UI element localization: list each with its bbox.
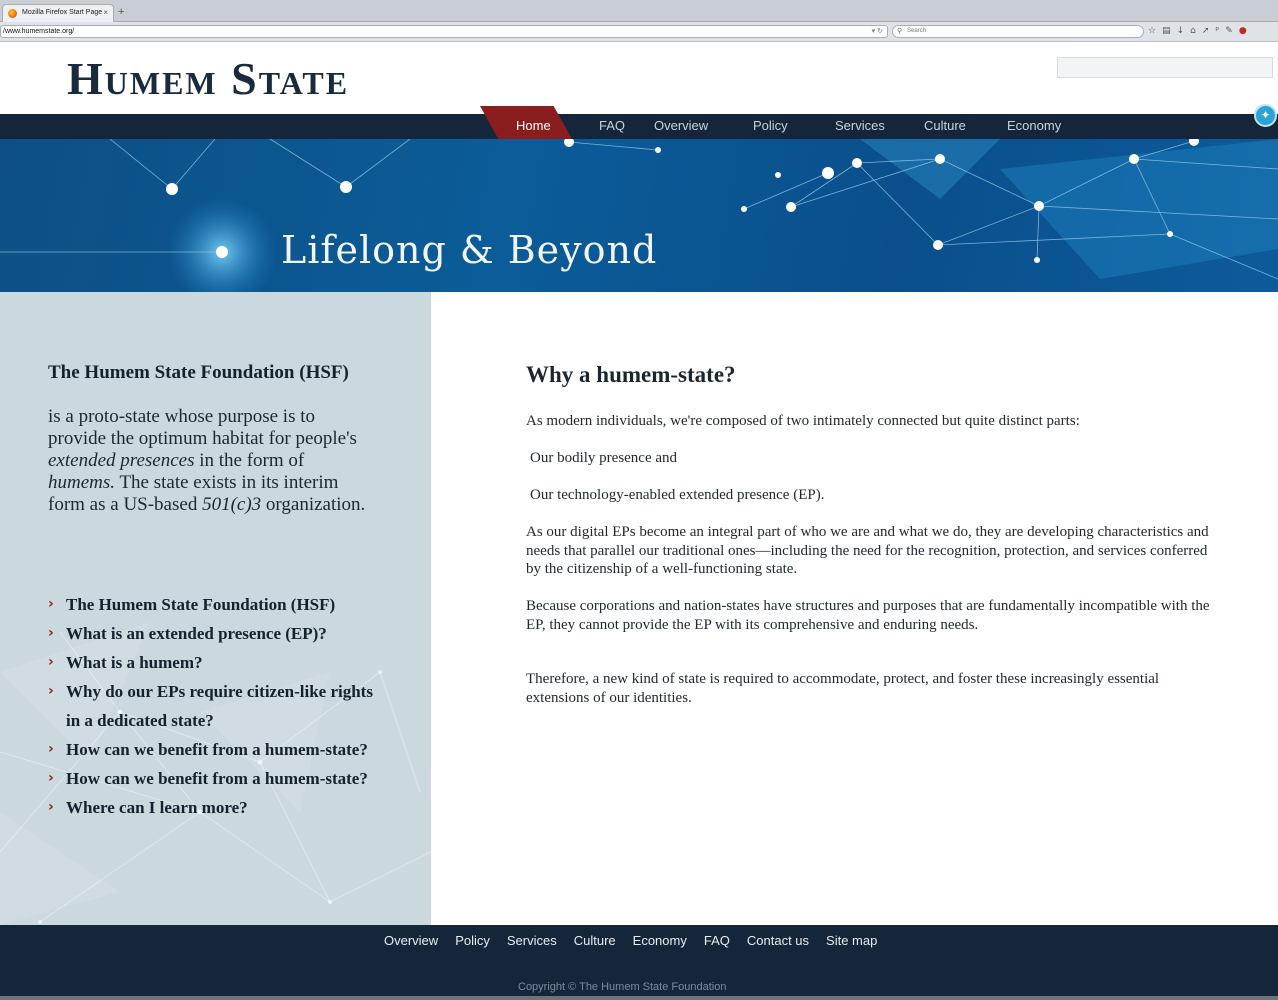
desc-part-4: organization. [261, 494, 366, 515]
footer-link-economy[interactable]: Economy [632, 933, 687, 948]
sidebar-link-label: Why do our EPs require citizen-like rights in a dedicated state? [66, 682, 373, 730]
sidebar-link[interactable] [48, 648, 388, 677]
firefox-icon [8, 9, 17, 18]
hero-banner [0, 139, 1278, 292]
new-tab-button[interactable]: + [118, 6, 125, 18]
desc-part-1: is a proto-state whose purpose is to provide the optimum habitat for people's [48, 406, 357, 449]
site-footer [0, 925, 1278, 1000]
search-icon: ⚲ [897, 28, 903, 35]
chevron-right-icon: › [48, 596, 54, 612]
nav-economy[interactable]: Economy [1007, 118, 1062, 133]
main-content [431, 292, 1278, 925]
copyright-text: Copyright © The Humem State Foundation [518, 981, 727, 993]
home-icon[interactable]: ⌂ [1190, 26, 1196, 36]
tab-bar [0, 0, 1278, 22]
footer-link-sitemap[interactable]: Site map [826, 933, 878, 948]
sidebar-link[interactable] [48, 590, 388, 619]
sidebar-link-label: What is an extended presence (EP)? [66, 624, 327, 643]
sidebar-link-label: What is a humem? [66, 653, 203, 672]
footer-link-services[interactable]: Services [506, 933, 557, 948]
main-nav [0, 114, 1278, 139]
footer-link-contact[interactable]: Contact us [746, 933, 810, 948]
sidebar-description [48, 406, 368, 516]
paragraph: Our technology-enabled extended presence (EP). [530, 487, 825, 503]
paragraph: As modern individuals, we're composed of two intimately connected but quite distinct parts: [526, 413, 1080, 429]
footer-link-policy[interactable]: Policy [455, 933, 490, 948]
nav-overview[interactable]: Overview [654, 118, 709, 133]
chevron-right-icon: › [48, 741, 54, 757]
nav-faq[interactable]: FAQ [599, 118, 626, 133]
pinterest-icon[interactable]: ● [1238, 26, 1247, 36]
tab-title: Mozilla Firefox Start Page [22, 9, 103, 16]
sidebar-link[interactable] [48, 619, 388, 648]
sidebar-link-label: How can we benefit from a humem-state? [66, 740, 368, 759]
browser-search-input[interactable] [892, 25, 1144, 38]
nav-home[interactable]: Home [516, 118, 551, 133]
paragraph: Therefore, a new kind of state is required to accommodate, protect, and foster these increasingly essential extensions of our identities. [526, 671, 1160, 706]
sidebar-link-label: Where can I learn more? [66, 798, 248, 817]
site-header [0, 42, 1278, 114]
tab-close-icon[interactable]: × [103, 8, 108, 17]
banner-tagline: Lifelong & Beyond [281, 228, 658, 272]
footer-link-faq[interactable]: FAQ [703, 933, 730, 948]
desc-emphasis-2: humems. [48, 472, 116, 493]
sidebar-link[interactable] [48, 764, 388, 793]
url-text: /www.humemstate.org/ [3, 28, 75, 35]
site-logo[interactable]: Humem State [67, 53, 350, 104]
url-bar[interactable] [0, 25, 888, 38]
sidebar-link[interactable] [48, 793, 388, 822]
nav-culture[interactable]: Culture [924, 118, 966, 133]
reload-icon[interactable]: ▾ ↻ [871, 28, 883, 35]
browser-chrome [0, 0, 1278, 42]
search-placeholder: Search [907, 28, 927, 34]
nav-services[interactable]: Services [835, 118, 885, 133]
toolbar-icons [1148, 25, 1247, 38]
chevron-right-icon: › [48, 770, 54, 786]
chevron-right-icon: › [48, 799, 54, 815]
sidebar-link-label: The Humem State Foundation (HSF) [66, 595, 336, 614]
sidebar-link[interactable] [48, 677, 388, 735]
download-icon[interactable]: ↓ [1176, 26, 1185, 36]
sidebar-title: The Humem State Foundation (HSF) [48, 362, 349, 383]
p-icon[interactable]: ᵖ [1215, 26, 1220, 36]
paragraph: Our bodily presence and [530, 450, 678, 466]
sidebar-link[interactable] [48, 735, 388, 764]
bookmarks-list-icon[interactable]: ▤ [1162, 26, 1171, 36]
send-icon[interactable]: ➚ [1201, 26, 1210, 36]
chevron-right-icon: › [48, 654, 54, 670]
footer-link-culture[interactable]: Culture [573, 933, 616, 948]
desc-emphasis-1: extended presences [48, 450, 195, 471]
browser-navbar [0, 23, 1278, 41]
browser-tab[interactable] [2, 4, 114, 22]
site-search-input[interactable] [1057, 57, 1273, 78]
paragraph: Because corporations and nation-states have structures and purposes that are fundamentally incompatible with the EP, they cannot provide the EP with its comprehensive and enduring needs. [526, 598, 1210, 633]
wrench-icon[interactable]: ✎ [1225, 26, 1233, 36]
desc-part-3: The state exists in its interim form as a US-based [48, 472, 339, 515]
footer-link-overview[interactable]: Overview [384, 933, 439, 948]
article-body [526, 412, 1216, 726]
sidebar [0, 292, 431, 925]
window-bottom-border [0, 996, 1278, 1000]
desc-part-2: in the form of [194, 450, 305, 471]
desc-emphasis-3: 501(c)3 [202, 494, 262, 515]
chevron-right-icon: › [48, 625, 54, 641]
twitter-icon[interactable]: ✦ [1254, 104, 1277, 127]
bookmark-star-icon[interactable]: ☆ [1148, 26, 1157, 36]
sidebar-link-label: How can we benefit from a humem-state? [66, 769, 368, 788]
nav-policy[interactable]: Policy [753, 118, 788, 133]
footer-nav [384, 933, 877, 948]
page-title: Why a humem-state? [526, 362, 736, 387]
paragraph: As our digital EPs become an integral part of who we are and what we do, they are developing characteristics and needs that parallel our traditional ones—including the need for the recognition, protection, and services conferred by the citizenship of a well-functioning state. [526, 524, 1209, 577]
sidebar-links [48, 590, 388, 822]
chevron-right-icon: › [48, 683, 54, 699]
